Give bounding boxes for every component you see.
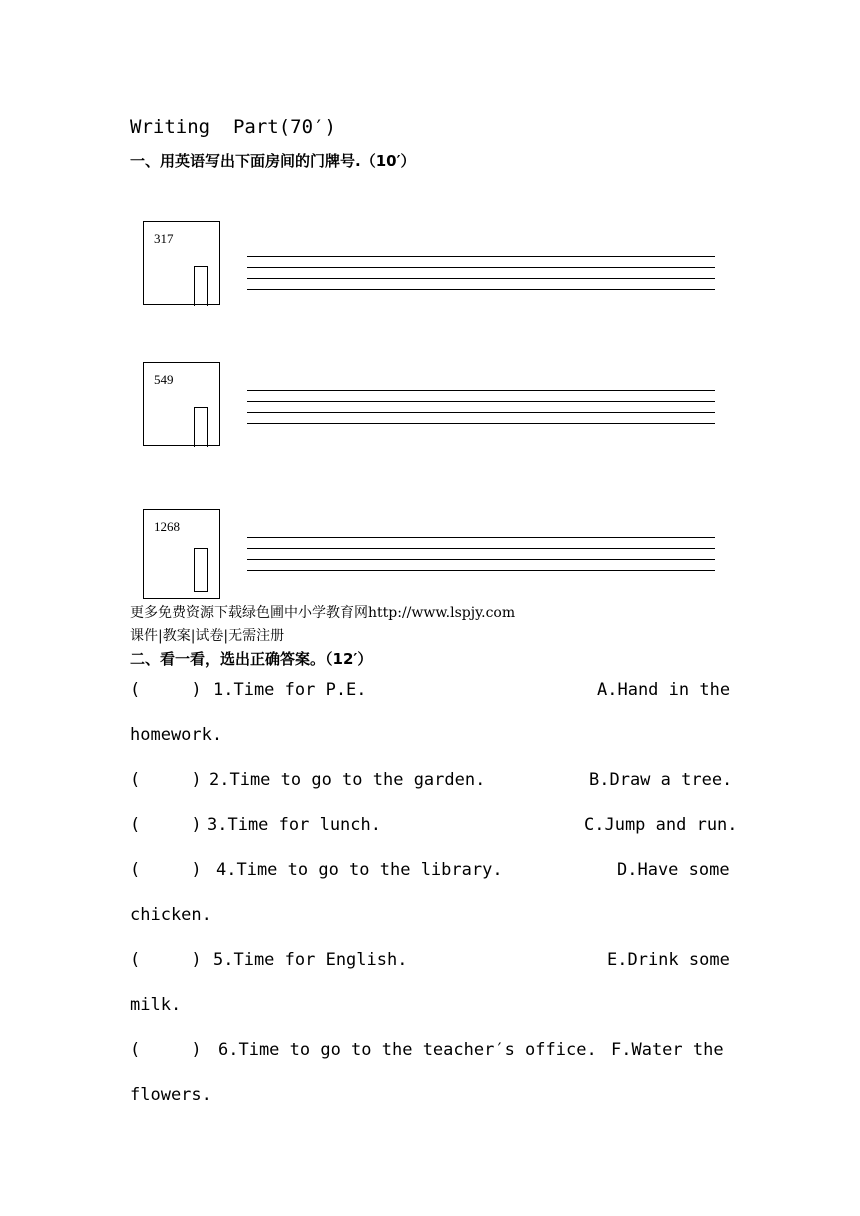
section1-heading: 一、用英语写出下面房间的门牌号.（10′） [130, 152, 416, 170]
answer-option-cont: chicken. [130, 905, 212, 925]
door-icon [194, 266, 208, 306]
answer-option: D.Have some [617, 860, 730, 880]
answer-option: C.Jump and run. [584, 815, 738, 835]
room-sign-2 [143, 362, 220, 446]
promo-line-2: 课件|教案|试卷|无需注册 [130, 628, 285, 644]
answer-option-cont: flowers. [130, 1085, 212, 1105]
question-prompt: 4.Time to go to the library. [216, 860, 503, 880]
page-title: Writing Part(70′) [130, 116, 336, 138]
answer-option: A.Hand in the [597, 680, 731, 700]
question-paren[interactable]: ( ) [130, 815, 202, 835]
question-paren[interactable]: ( ) [130, 1040, 202, 1060]
question-paren[interactable]: ( ) [130, 860, 202, 880]
answer-option: B.Draw a tree. [589, 770, 733, 790]
question-prompt: 2.Time to go to the garden. [209, 770, 486, 790]
question-prompt: 3.Time for lunch. [207, 815, 381, 835]
answer-option: E.Drink some [607, 950, 730, 970]
question-prompt: 6.Time to go to the teacher′s office. [218, 1040, 597, 1060]
door-icon [194, 548, 208, 592]
room-sign-1 [143, 221, 220, 305]
answer-option-cont: homework. [130, 725, 223, 745]
room-number: 1268 [154, 519, 180, 534]
section2-heading: 二、看一看，选出正确答案。（12′） [130, 650, 373, 668]
question-paren[interactable]: ( ) [130, 770, 202, 790]
promo-line-1: 更多免费资源下载绿色圃中小学教育网http://www.lspjy.com [130, 605, 516, 621]
question-prompt: 1.Time for P.E. [213, 680, 367, 700]
room-number: 549 [154, 372, 174, 387]
question-paren[interactable]: ( ) [130, 680, 202, 700]
room-number: 317 [154, 231, 174, 246]
question-prompt: 5.Time for English. [213, 950, 408, 970]
room-sign-3 [143, 509, 220, 599]
question-paren[interactable]: ( ) [130, 950, 202, 970]
answer-option: F.Water the [611, 1040, 724, 1060]
answer-option-cont: milk. [130, 995, 182, 1015]
door-icon [194, 407, 208, 447]
